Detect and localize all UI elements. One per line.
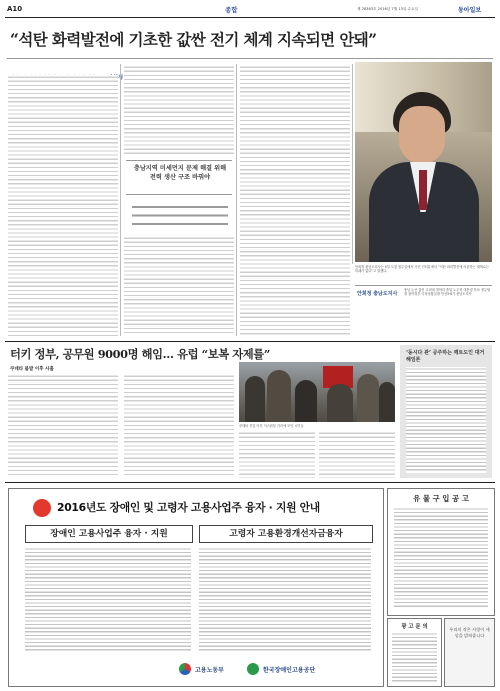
purchase-notice-title: 유 물 구 입 공 고 [413,494,469,503]
purchase-notice [387,488,495,616]
crowd-caption: 쿠데타 진압 이후 이스탄불 거리에 모인 시민들 [239,424,304,428]
ad-logo-icon [33,499,51,517]
agency-logo-icon [247,663,259,675]
crowd-photo [239,362,395,422]
second-subline: 쿠데타 불발 이후 사흘 [10,367,54,372]
masthead-rule [5,17,495,18]
second-headline: 터키 정부, 공무원 9000명 해임… 유럽 “보복 자제를” [10,347,270,361]
ad-inquiry-title: 광 고 문 의 [401,624,428,630]
sidebar-title: 안희정 충남도지사 [357,291,398,297]
sidebar-text: 충남 논산 출신 고려대 철학과 졸업 노무현 대통령 후보 정무팀장 참여정부 국정상황실장 민선5·6기 충남도지사 [404,288,491,297]
crowd-figure [245,376,265,422]
second-body-col1 [8,374,118,478]
person-tie [419,170,427,210]
sidebar-rule [355,285,492,286]
headline-rule [7,58,493,59]
info-box-title: ‘동시다 관’ 공주하는 깨트도인 대거 해임론 [406,350,485,363]
crowd-figure [357,374,379,422]
employment-ad [8,488,384,687]
pull-quote-2 [132,203,228,231]
ministry-logo-icon [179,663,191,675]
ad-sponsor-2: 한국장애인고용공단 [263,667,316,674]
info-box-body [406,367,486,473]
portrait-photo [355,62,492,262]
pull-quote: 충남지역 미세먼지 문제 해결 위해 전력 생산 구조 바꿔야 [133,165,227,181]
col-divider [236,64,237,336]
masthead [5,4,495,16]
issue-meta: 제 28363호 2016년 7월 13일 수요일 [357,7,418,11]
ad-title: 2016년도 장애인 및 고령자 고용사업주 융자 · 지원 안내 [57,501,320,514]
pullquote-rule-bottom [126,194,232,195]
main-headline: “석탄 화력발전에 기초한 값싼 전기 체계 지속되면 안돼” [10,30,377,49]
ad-sponsor-1: 고용노동부 [195,667,224,674]
pullquote-rule-top [126,160,232,161]
crowd-figure [267,370,291,422]
paper-name: 동아일보 [458,7,482,14]
photo-caption: 안희정 충남도지사는 5일 도청 집무실에서 가진 인터뷰에서 “석탄 화력발전에 의존하는 체계로는 미래가 없다”고 말했다. [355,265,489,274]
ad-inquiry [387,618,442,687]
col-divider [352,64,353,264]
article-body-col3 [240,65,350,336]
charity-box [444,618,495,687]
ad-right-panel [199,525,371,653]
ad-inquiry-body [392,632,437,682]
ad-right-title: 고령자 고용환경개선자금융자 [199,525,373,543]
article-body-col1 [8,75,118,337]
crowd-figure [295,380,317,422]
second-body-col4 [319,431,395,478]
ad-right-body [199,547,371,653]
crowd-figure [379,382,395,422]
ad-divider [5,482,495,483]
ad-left-body [25,547,191,653]
charity-text: 우리의 작은 사랑이 세상을 밝혀줍니다 [449,627,490,638]
second-body-col2 [124,374,234,478]
crowd-figure [327,384,353,422]
article-body-col2b [124,236,234,336]
col-divider [120,64,121,336]
section-label: 종합 [225,6,238,14]
ad-left-title: 장애인 고용사업주 융자 · 지원 [25,525,193,543]
second-body-col3 [239,431,315,478]
person-face [399,106,445,164]
section-divider [5,341,495,342]
article-body-col2 [124,65,234,157]
page-number: A10 [7,5,23,13]
info-box [400,345,492,478]
ad-left-panel [25,525,191,653]
purchase-notice-body [394,507,488,609]
